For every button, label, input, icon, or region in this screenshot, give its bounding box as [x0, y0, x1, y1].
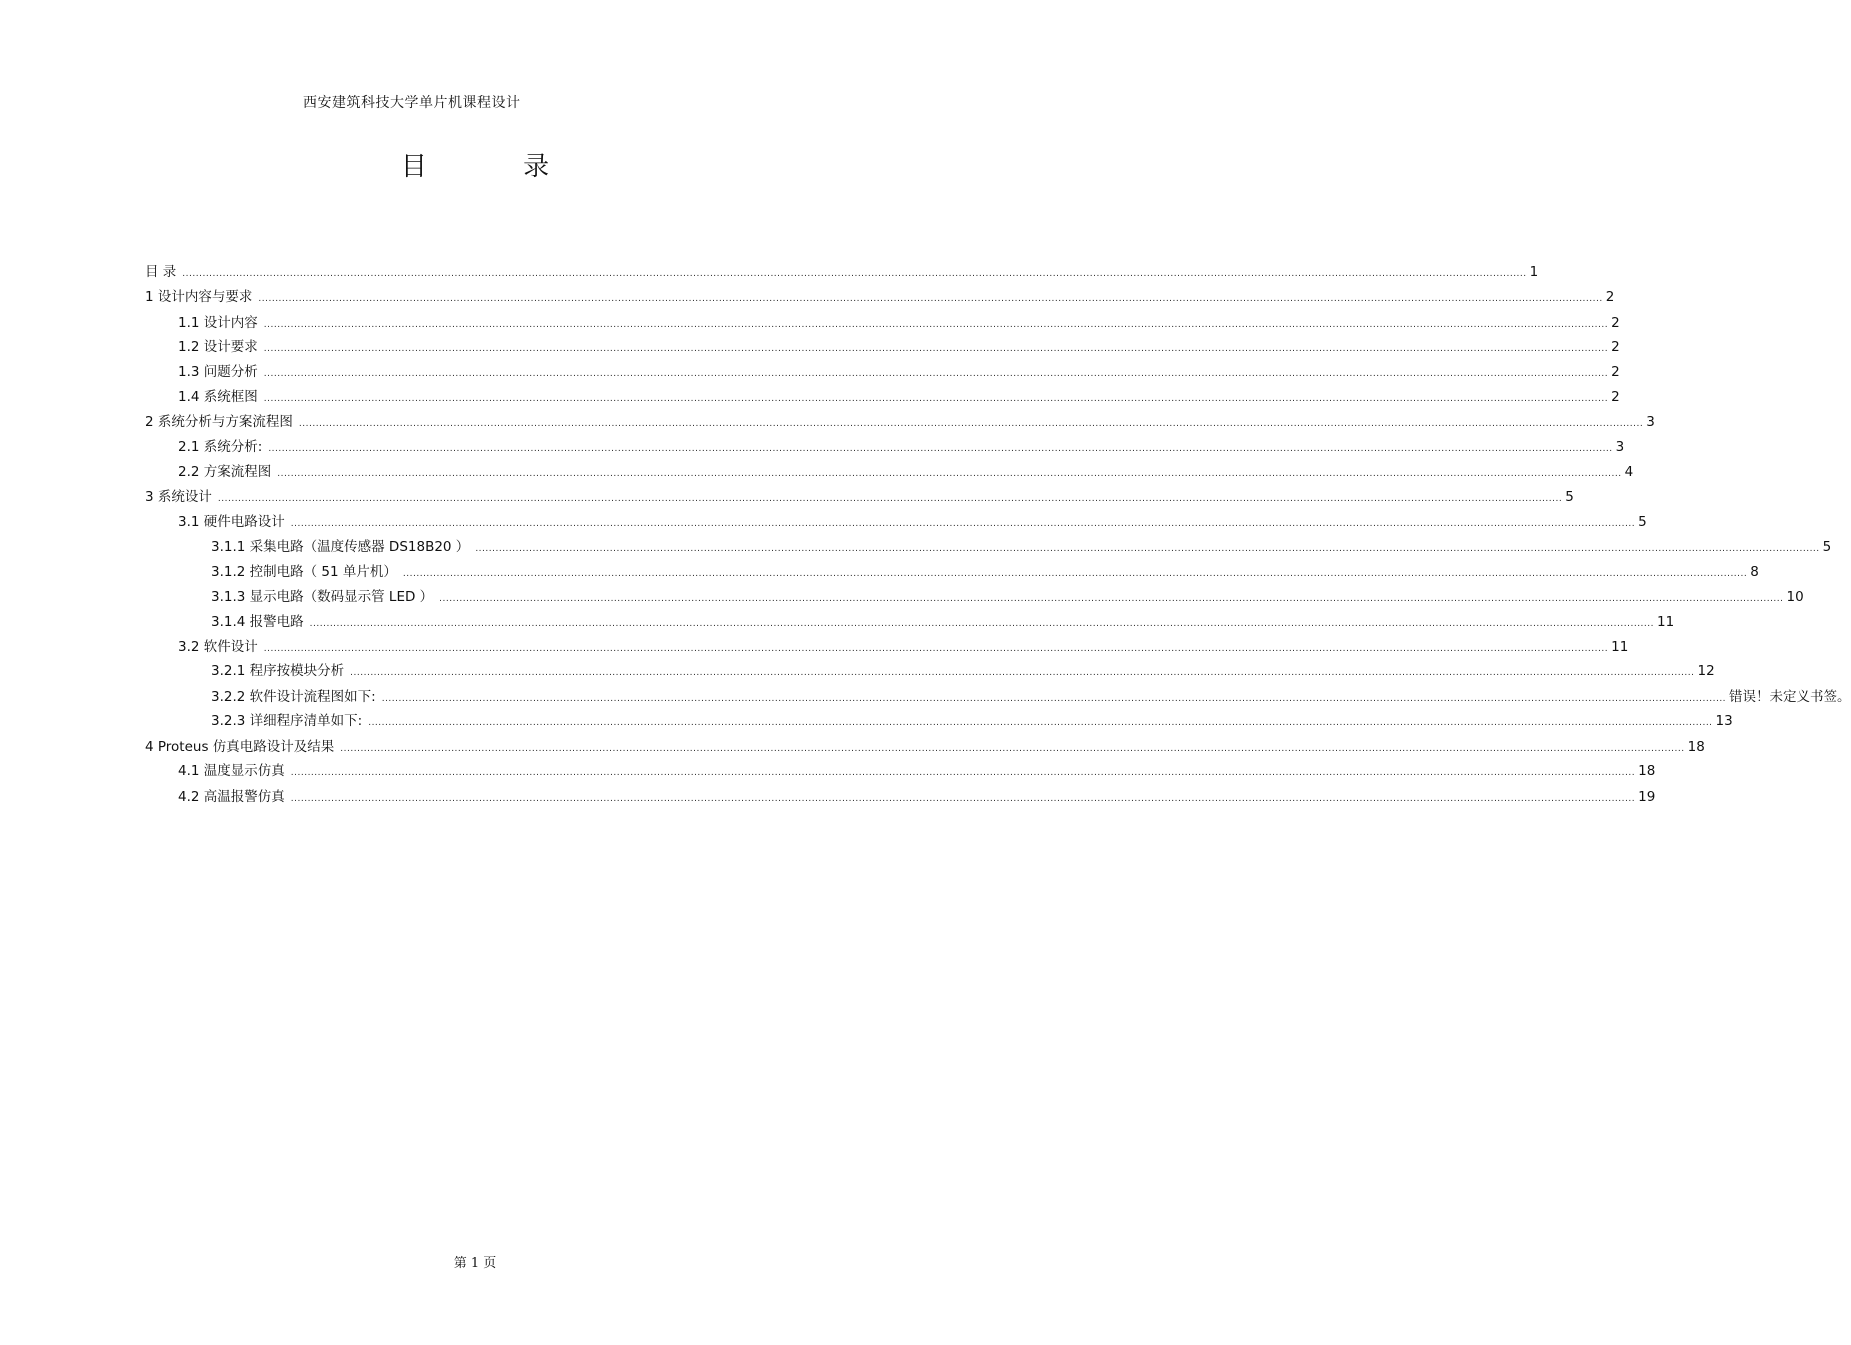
toc-entry[interactable]	[178, 334, 1620, 356]
toc-entry-label: 2.1 系统分析:	[178, 439, 263, 455]
toc-entry-label: 3.2.3 详细程序清单如下:	[211, 713, 363, 729]
toc-entry-page: 2	[1611, 315, 1620, 331]
toc-leader-dots: ................................................................................................................................................................................................................................................................................................................................................................................................................	[217, 494, 1563, 504]
toc-entry-label: 3.2 软件设计	[178, 639, 258, 655]
toc-entry-page: 4	[1624, 464, 1634, 480]
toc-entry[interactable]	[145, 734, 1705, 756]
toc-entry-label: 1.1 设计内容	[178, 315, 258, 331]
toc-entry-label: 4.2 高温报警仿真	[178, 789, 285, 805]
toc-leader-dots: ................................................................................................................................................................................................................................................................................................................................................................................................................	[290, 768, 1636, 778]
toc-entry-label: 3.2.1 程序按模块分析	[211, 663, 345, 679]
toc-entry[interactable]	[211, 559, 1759, 581]
toc-leader-dots: ................................................................................................................................................................................................................................................................................................................................................................................................................	[277, 469, 1622, 479]
toc-entry[interactable]	[211, 658, 1715, 680]
toc-entry-page: 11	[1657, 614, 1675, 630]
toc-entry-page: 5	[1638, 514, 1647, 530]
page-title: 目 录	[400, 152, 594, 182]
toc-entry-label: 2 系统分析与方案流程图	[145, 414, 293, 430]
toc-entry-label: 1.4 系统框图	[178, 389, 258, 405]
toc-entry-label: 3.1.1 采集电路（温度传感器 DS18B20 ）	[211, 539, 470, 555]
toc-entry[interactable]	[178, 359, 1620, 381]
toc-entry-label: 1 设计内容与要求	[145, 289, 253, 305]
toc-entry-page: 13	[1715, 713, 1733, 729]
toc-entry[interactable]	[211, 534, 1832, 556]
toc-leader-dots: ................................................................................................................................................................................................................................................................................................................................................................................................................	[439, 594, 1784, 604]
toc-leader-dots: ................................................................................................................................................................................................................................................................................................................................................................................................................	[475, 544, 1820, 554]
toc-entry[interactable]	[178, 634, 1629, 656]
toc-leader-dots: ................................................................................................................................................................................................................................................................................................................................................................................................................	[350, 668, 1695, 678]
toc-leader-dots: ................................................................................................................................................................................................................................................................................................................................................................................................................	[298, 419, 1644, 429]
toc-entry[interactable]	[178, 784, 1656, 806]
toc-entry-page: 错误！未定义书签。	[1729, 689, 1851, 705]
toc-leader-dots: ................................................................................................................................................................................................................................................................................................................................................................................................................	[290, 519, 1636, 529]
toc-entry-page: 3	[1646, 414, 1655, 430]
toc-entry-page: 2	[1611, 339, 1620, 355]
toc-leader-dots: ................................................................................................................................................................................................................................................................................................................................................................................................................	[381, 694, 1727, 704]
toc-entry-label: 1.2 设计要求	[178, 339, 258, 355]
toc-entry-page: 8	[1750, 564, 1759, 580]
toc-entry-label: 3 系统设计	[145, 489, 212, 505]
toc-entry[interactable]	[145, 284, 1615, 306]
page-footer-number: 第 1 页	[453, 1256, 497, 1271]
toc-entry[interactable]	[178, 434, 1625, 456]
toc-entry-page: 10	[1786, 589, 1804, 605]
page-header: 西安建筑科技大学单片机课程设计	[303, 95, 521, 111]
toc-entry-page: 2	[1605, 289, 1615, 305]
toc-leader-dots: ................................................................................................................................................................................................................................................................................................................................................................................................................	[182, 269, 1527, 279]
toc-entry[interactable]	[178, 459, 1634, 481]
toc-leader-dots: ................................................................................................................................................................................................................................................................................................................................................................................................................	[263, 344, 1609, 354]
toc-entry-label: 4.1 温度显示仿真	[178, 763, 285, 779]
toc-entry[interactable]	[211, 708, 1733, 730]
toc-entry-page: 5	[1822, 539, 1832, 555]
toc-entry-label: 3.1.3 显示电路（数码显示管 LED ）	[211, 589, 434, 605]
toc-entry-label: 3.1.2 控制电路（ 51 单片机）	[211, 564, 397, 580]
toc-entry[interactable]	[178, 310, 1620, 332]
toc-entry-page: 19	[1638, 789, 1656, 805]
toc-leader-dots: ................................................................................................................................................................................................................................................................................................................................................................................................................	[263, 369, 1609, 379]
toc-entry-label: 2.2 方案流程图	[178, 464, 272, 480]
toc-entry-page: 18	[1687, 739, 1705, 755]
toc-entry[interactable]	[178, 509, 1647, 531]
toc-leader-dots: ................................................................................................................................................................................................................................................................................................................................................................................................................	[368, 718, 1713, 728]
toc-entry[interactable]	[211, 609, 1675, 631]
toc-leader-dots: ................................................................................................................................................................................................................................................................................................................................................................................................................	[402, 569, 1748, 579]
toc-entry-label: 3.1 硬件电路设计	[178, 514, 285, 530]
toc-leader-dots: ................................................................................................................................................................................................................................................................................................................................................................................................................	[263, 320, 1609, 330]
toc-leader-dots: ................................................................................................................................................................................................................................................................................................................................................................................................................	[340, 744, 1685, 754]
toc-entry-label: 1.3 问题分析	[178, 364, 258, 380]
toc-entry-label: 3.2.2 软件设计流程图如下:	[211, 689, 376, 705]
toc-entry-page: 11	[1611, 639, 1629, 655]
toc-leader-dots: ................................................................................................................................................................................................................................................................................................................................................................................................................	[258, 294, 1603, 304]
toc-leader-dots: ................................................................................................................................................................................................................................................................................................................................................................................................................	[268, 444, 1613, 454]
toc-entry-page: 12	[1697, 663, 1715, 679]
toc-leader-dots: ................................................................................................................................................................................................................................................................................................................................................................................................................	[290, 794, 1636, 804]
toc-entry-page: 1	[1529, 264, 1539, 280]
toc-entry-page: 3	[1615, 439, 1625, 455]
toc-entry-label: 4 Proteus 仿真电路设计及结果	[145, 739, 335, 755]
toc-entry[interactable]	[211, 684, 1851, 706]
toc-entry-page: 2	[1611, 389, 1620, 405]
toc-entry[interactable]	[145, 409, 1655, 431]
toc-entry-label: 目 录	[145, 264, 177, 280]
toc-leader-dots: ................................................................................................................................................................................................................................................................................................................................................................................................................	[309, 619, 1654, 629]
toc-leader-dots: ................................................................................................................................................................................................................................................................................................................................................................................................................	[263, 644, 1609, 654]
toc-entry[interactable]	[178, 384, 1620, 406]
toc-entry[interactable]	[178, 758, 1656, 780]
toc-entry-page: 18	[1638, 763, 1656, 779]
toc-leader-dots: ................................................................................................................................................................................................................................................................................................................................................................................................................	[263, 394, 1609, 404]
toc-entry-page: 2	[1611, 364, 1620, 380]
toc-entry-page: 5	[1565, 489, 1574, 505]
toc-entry[interactable]	[211, 584, 1804, 606]
toc-entry[interactable]	[145, 259, 1539, 281]
toc-entry-label: 3.1.4 报警电路	[211, 614, 304, 630]
toc-entry[interactable]	[145, 484, 1574, 506]
